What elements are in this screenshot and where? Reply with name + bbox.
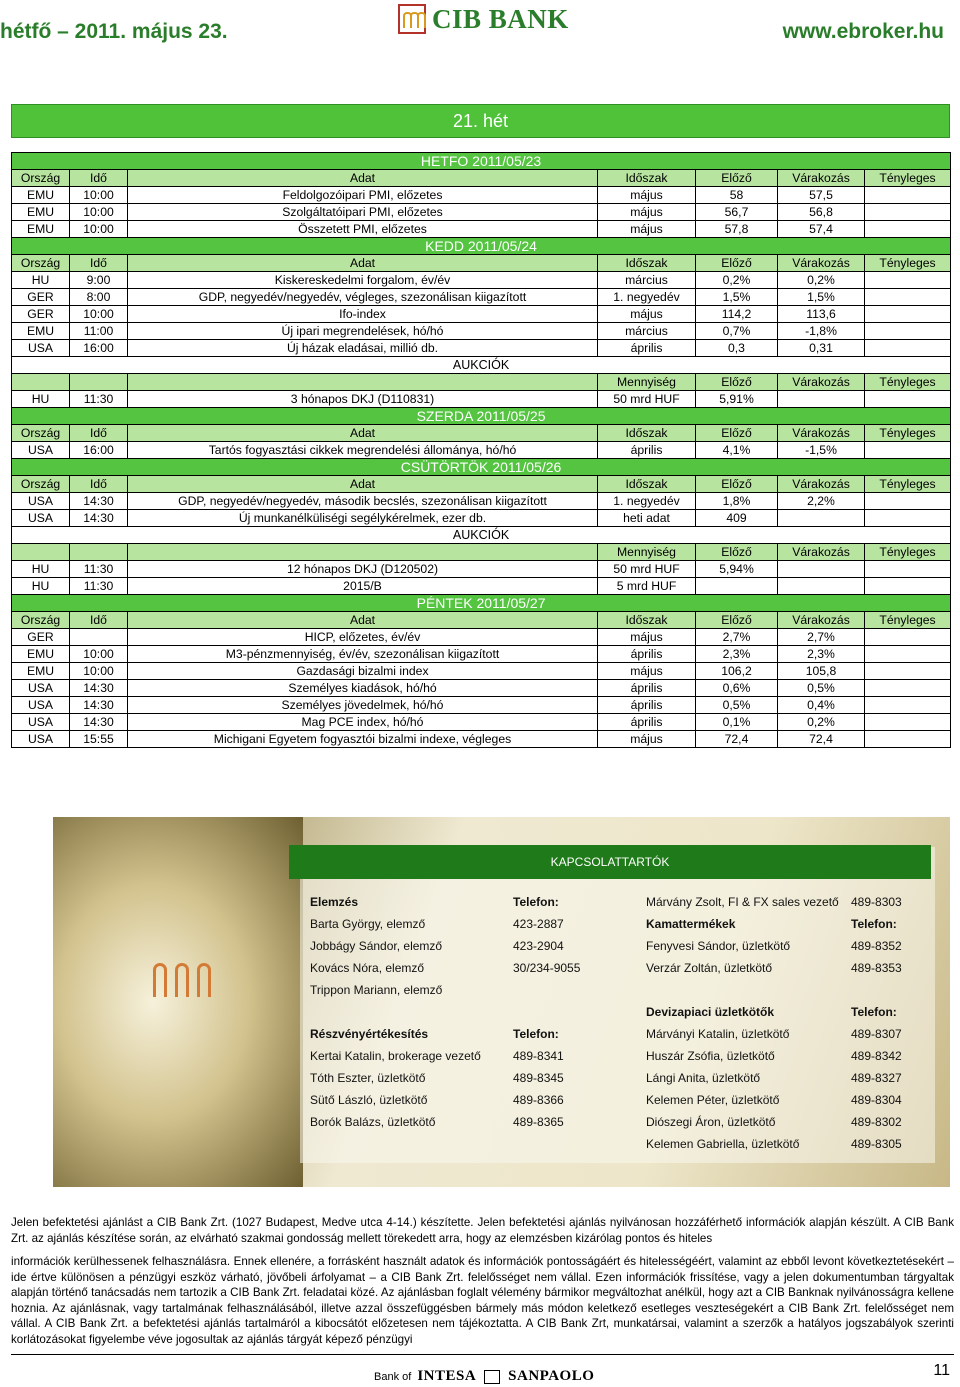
cell: M3-pénzmennyiség, év/év, szezonálisan kiigazított <box>128 646 598 663</box>
contact-phone: Telefon: <box>851 917 897 931</box>
event-row <box>12 680 951 697</box>
col-header-expected: Várakozás <box>778 170 865 187</box>
event-row <box>12 510 951 527</box>
col-header-data: Adat <box>128 476 598 493</box>
cell: 1,8% <box>696 493 778 510</box>
cell <box>778 510 865 527</box>
header-url[interactable]: www.ebroker.hu <box>782 20 944 43</box>
event-row <box>12 323 951 340</box>
cell: Új munkanélküliségi segélykérelmek, ezer db. <box>128 510 598 527</box>
cell: HU <box>12 578 70 595</box>
cell: 0,5% <box>778 680 865 697</box>
cell <box>778 561 865 578</box>
cell: május <box>598 204 696 221</box>
cell: EMU <box>12 187 70 204</box>
cell: Összetett PMI, előzetes <box>128 221 598 238</box>
cell: Személyes jövedelmek, hó/hó <box>128 697 598 714</box>
cell: -1,8% <box>778 323 865 340</box>
contact-name: Elemzés <box>310 895 359 909</box>
event-row <box>12 442 951 459</box>
column-header-row <box>12 476 951 493</box>
cell: 10:00 <box>70 306 128 323</box>
cell: március <box>598 272 696 289</box>
cell: május <box>598 731 696 748</box>
cell: HU <box>12 561 70 578</box>
contact-phone: 489-8366 <box>513 1093 564 1107</box>
sanpaolo-mark-icon <box>484 1370 500 1384</box>
cell: GER <box>12 289 70 306</box>
contact-name: Verzár Zoltán, üzletkötő <box>646 961 773 975</box>
col-header-previous: Előző <box>696 255 778 272</box>
cell: 72,4 <box>778 731 865 748</box>
day-title-row <box>12 153 951 170</box>
col-header-data: Adat <box>128 170 598 187</box>
contact-phone: Telefon: <box>851 1005 897 1019</box>
bank-of-label: Bank of <box>374 1370 412 1383</box>
cell: április <box>598 442 696 459</box>
auction-title: AUKCIÓK <box>12 527 951 544</box>
day-title-row <box>12 595 951 612</box>
cell: 1. negyedév <box>598 493 696 510</box>
cell: 14:30 <box>70 714 128 731</box>
cell: -1,5% <box>778 442 865 459</box>
cell: 114,2 <box>696 306 778 323</box>
contact-phone: 423-2904 <box>513 939 564 953</box>
auction-header-amount: Mennyiség <box>598 544 696 561</box>
cell: 2,2% <box>778 493 865 510</box>
col-header-period: Időszak <box>598 255 696 272</box>
cell: május <box>598 187 696 204</box>
cell: EMU <box>12 204 70 221</box>
week-label: 21. hét <box>11 104 950 138</box>
cell <box>865 714 951 731</box>
cell: 10:00 <box>70 646 128 663</box>
contacts-wall-image <box>53 817 303 1187</box>
auction-row <box>12 578 951 595</box>
contact-phone: 489-8327 <box>851 1071 902 1085</box>
cell: május <box>598 629 696 646</box>
cell: 57,5 <box>778 187 865 204</box>
cell: 58 <box>696 187 778 204</box>
cell: 10:00 <box>70 187 128 204</box>
contact-phone: 489-8302 <box>851 1115 902 1129</box>
contact-phone: Telefon: <box>513 895 559 909</box>
cell <box>865 187 951 204</box>
contact-name: Barta György, elemző <box>310 917 426 931</box>
auction-header-expected: Várakozás <box>778 374 865 391</box>
cell: 11:30 <box>70 391 128 408</box>
cell: 5,91% <box>696 391 778 408</box>
contact-name: Kamattermékek <box>646 917 736 931</box>
col-header-expected: Várakozás <box>778 255 865 272</box>
cell: 10:00 <box>70 221 128 238</box>
cell: USA <box>12 714 70 731</box>
cell <box>865 629 951 646</box>
cell <box>865 323 951 340</box>
event-row <box>12 340 951 357</box>
auction-header-expected: Várakozás <box>778 544 865 561</box>
contact-name: Kelemen Gabriella, üzletkötő <box>646 1137 800 1151</box>
contacts-title: KAPCSOLATTARTÓK <box>289 845 931 879</box>
cell: 0,1% <box>696 714 778 731</box>
col-header-time: Idő <box>70 476 128 493</box>
cell <box>778 578 865 595</box>
cell: 10:00 <box>70 204 128 221</box>
contact-phone: 30/234-9055 <box>513 961 581 975</box>
cell: GDP, negyedév/negyedév, végleges, szezonálisan kiigazított <box>128 289 598 306</box>
contact-phone: 489-8365 <box>513 1115 564 1129</box>
cell: 113,6 <box>778 306 865 323</box>
col-header-period: Időszak <box>598 425 696 442</box>
auction-title-row <box>12 357 951 374</box>
cell: május <box>598 663 696 680</box>
col-header-time: Idő <box>70 425 128 442</box>
col-header-time: Idő <box>70 612 128 629</box>
cell: USA <box>12 493 70 510</box>
event-row <box>12 646 951 663</box>
cell: 0,2% <box>778 272 865 289</box>
contact-name: Kertai Katalin, brokerage vezető <box>310 1049 481 1063</box>
cell: 10:00 <box>70 663 128 680</box>
col-header-data: Adat <box>128 612 598 629</box>
cell <box>865 561 951 578</box>
col-header-country: Ország <box>12 476 70 493</box>
cib-bank-logo <box>398 2 569 36</box>
contact-name: Lángi Anita, üzletkötő <box>646 1071 761 1085</box>
cell: USA <box>12 510 70 527</box>
cell: 14:30 <box>70 697 128 714</box>
cell: 2015/B <box>128 578 598 595</box>
cell: 2,3% <box>696 646 778 663</box>
cell: 0,4% <box>778 697 865 714</box>
cell: 1. negyedév <box>598 289 696 306</box>
cell: EMU <box>12 646 70 663</box>
sanpaolo-label: SANPAOLO <box>508 1368 595 1384</box>
cell: 8:00 <box>70 289 128 306</box>
event-row <box>12 714 951 731</box>
cell: 16:00 <box>70 442 128 459</box>
contact-phone: 489-8304 <box>851 1093 902 1107</box>
cell: 14:30 <box>70 493 128 510</box>
cell: Személyes kiadások, hó/hó <box>128 680 598 697</box>
cell: EMU <box>12 221 70 238</box>
col-header-expected: Várakozás <box>778 612 865 629</box>
cell: 0,7% <box>696 323 778 340</box>
cell: 106,2 <box>696 663 778 680</box>
column-header-row <box>12 170 951 187</box>
cell <box>865 697 951 714</box>
cell: 16:00 <box>70 340 128 357</box>
cell: 409 <box>696 510 778 527</box>
col-header-country: Ország <box>12 425 70 442</box>
cell <box>865 289 951 306</box>
column-header-row <box>12 425 951 442</box>
contact-name: Kelemen Péter, üzletkötő <box>646 1093 780 1107</box>
cell <box>865 578 951 595</box>
cell: 11:30 <box>70 561 128 578</box>
event-row <box>12 493 951 510</box>
cell: április <box>598 646 696 663</box>
col-header-data: Adat <box>128 255 598 272</box>
cell: 0,31 <box>778 340 865 357</box>
event-row <box>12 697 951 714</box>
cell <box>865 731 951 748</box>
cell: Michigani Egyetem fogyasztói bizalmi indexe, végleges <box>128 731 598 748</box>
auction-title: AUKCIÓK <box>12 357 951 374</box>
col-header-previous: Előző <box>696 170 778 187</box>
cell: 2,7% <box>778 629 865 646</box>
cell: USA <box>12 340 70 357</box>
cell: HU <box>12 391 70 408</box>
cell: 105,8 <box>778 663 865 680</box>
cell <box>865 493 951 510</box>
contact-phone: 489-8303 <box>851 895 902 909</box>
cell: USA <box>12 442 70 459</box>
contact-name: Devizapiaci üzletkötők <box>646 1005 775 1019</box>
col-header-country: Ország <box>12 612 70 629</box>
cell <box>865 306 951 323</box>
auction-header-previous: Előző <box>696 544 778 561</box>
col-header-period: Időszak <box>598 476 696 493</box>
event-row <box>12 306 951 323</box>
cell: április <box>598 697 696 714</box>
contact-name: Márvány Zsolt, FI & FX sales vezető <box>646 895 839 909</box>
auction-header-amount: Mennyiség <box>598 374 696 391</box>
cell: 2,7% <box>696 629 778 646</box>
cell: EMU <box>12 323 70 340</box>
contact-name: Kovács Nóra, elemző <box>310 961 425 975</box>
auction-header-actual: Tényleges <box>865 374 951 391</box>
cell: 0,3 <box>696 340 778 357</box>
day-title: HETFO 2011/05/23 <box>12 153 951 170</box>
cell <box>865 272 951 289</box>
cell: 57,4 <box>778 221 865 238</box>
column-header-row <box>12 255 951 272</box>
col-header-data: Adat <box>128 425 598 442</box>
event-row <box>12 272 951 289</box>
cell: 15:55 <box>70 731 128 748</box>
cell <box>865 442 951 459</box>
contact-phone: 423-2887 <box>513 917 564 931</box>
cell <box>865 221 951 238</box>
cell: heti adat <box>598 510 696 527</box>
cell: GER <box>12 629 70 646</box>
event-row <box>12 289 951 306</box>
cell: 0,2% <box>696 272 778 289</box>
cell: 0,6% <box>696 680 778 697</box>
contact-phone: 489-8342 <box>851 1049 902 1063</box>
contact-name: Részvényértékesítés <box>310 1027 429 1041</box>
event-row <box>12 629 951 646</box>
event-row <box>12 221 951 238</box>
day-title: SZERDA 2011/05/25 <box>12 408 951 425</box>
disclaimer <box>11 1215 954 1347</box>
contact-phone: 489-8353 <box>851 961 902 975</box>
cell: Új házak eladásai, millió db. <box>128 340 598 357</box>
auction-header-actual: Tényleges <box>865 544 951 561</box>
cell: HU <box>12 272 70 289</box>
cell: Mag PCE index, hó/hó <box>128 714 598 731</box>
contact-name: Sütő László, üzletkötő <box>310 1093 428 1107</box>
cell: 12 hónapos DKJ (D120502) <box>128 561 598 578</box>
cell <box>865 510 951 527</box>
contact-phone: 489-8307 <box>851 1027 902 1041</box>
cell: 0,5% <box>696 697 778 714</box>
cell <box>865 391 951 408</box>
col-header-actual: Tényleges <box>865 476 951 493</box>
cell: Szolgáltatóipari PMI, előzetes <box>128 204 598 221</box>
cell: 5,94% <box>696 561 778 578</box>
col-header-actual: Tényleges <box>865 255 951 272</box>
cell <box>865 204 951 221</box>
cell: Tartós fogyasztási cikkek megrendelési állománya, hó/hó <box>128 442 598 459</box>
cell: 1,5% <box>778 289 865 306</box>
contact-name: Trippon Mariann, elemző <box>310 983 443 997</box>
day-title: CSÜTÖRTÖK 2011/05/26 <box>12 459 951 476</box>
cell: 9:00 <box>70 272 128 289</box>
contact-name: Jobbágy Sándor, elemző <box>310 939 443 953</box>
cell: 2,3% <box>778 646 865 663</box>
col-header-country: Ország <box>12 170 70 187</box>
col-header-previous: Előző <box>696 425 778 442</box>
event-row <box>12 663 951 680</box>
intesa-label: INTESA <box>417 1368 477 1384</box>
contact-phone: 489-8341 <box>513 1049 564 1063</box>
cell: Új ipari megrendelések, hó/hó <box>128 323 598 340</box>
col-header-previous: Előző <box>696 476 778 493</box>
col-header-country: Ország <box>12 255 70 272</box>
cell <box>865 663 951 680</box>
footer-rule <box>11 1354 954 1355</box>
cell: 5 mrd HUF <box>598 578 696 595</box>
contacts-panel <box>53 817 950 1187</box>
col-header-actual: Tényleges <box>865 612 951 629</box>
cell: 50 mrd HUF <box>598 561 696 578</box>
cell: 14:30 <box>70 510 128 527</box>
contact-name: Fenyvesi Sándor, üzletkötő <box>646 939 791 953</box>
cell: 56,7 <box>696 204 778 221</box>
cell <box>865 340 951 357</box>
contact-name: Huszár Zsófia, üzletkötő <box>646 1049 775 1063</box>
cell: GER <box>12 306 70 323</box>
cell: 11:30 <box>70 578 128 595</box>
cell: április <box>598 714 696 731</box>
contact-name: Tóth Eszter, üzletkötő <box>310 1071 426 1085</box>
cell: Gazdasági bizalmi index <box>128 663 598 680</box>
contact-name: Borók Balázs, üzletkötő <box>310 1115 436 1129</box>
wall-logo-icon <box>153 947 223 997</box>
cell: Ifo-index <box>128 306 598 323</box>
auction-row <box>12 561 951 578</box>
cell: 14:30 <box>70 680 128 697</box>
col-header-expected: Várakozás <box>778 425 865 442</box>
cell: 11:00 <box>70 323 128 340</box>
cell: Kiskereskedelmi forgalom, év/év <box>128 272 598 289</box>
col-header-actual: Tényleges <box>865 425 951 442</box>
event-row <box>12 187 951 204</box>
day-title-row <box>12 238 951 255</box>
contact-phone: 489-8352 <box>851 939 902 953</box>
contact-phone: 489-8345 <box>513 1071 564 1085</box>
disclaimer-paragraph-2: információk kerülhessenek felhasználásra. Ennek ellenére, a forrásként használt adatok és információk pontosságáért és hitelességéért, valamint az ebből levont következtetésekért – ide értve különösen a pénzügyi eszköz várható, jövőbeli árfolyamat – a CIB Bank Zrt. felelősséget nem vállal. Ezen információk frissítése, vagy a jelen dokumentumban tárgyaltak alapján történő tanácsadás nem tartozik a CIB Bank Zrt. feladatai közé. Az ajánlásban foglalt vélemény bármikor megváltozhat anélkül, hogy azt a CIB Banknak nyilvánosságra kellene hoznia. Az ajánlásnak, vagy tartalmának felhasználásából, illetve azzal összefüggésben bármely más módon keletkező esetleges veszteségekért a CIB Bank Zrt. felelősséget nem vállal. A CIB Bank Zrt. a befektetési ajánlás tartalmáról a kibocsátót előzetesen nem tájékoztatta. A CIB Bank Zrt, munkatársai, valamint a szerzők a hatályos jogszabályok szerinti korlátozásokat figyelembe véve jogosultak az ajánlás tárgyát képező pénzügyi <box>11 1255 954 1346</box>
cell <box>865 680 951 697</box>
cell: USA <box>12 697 70 714</box>
cell: USA <box>12 680 70 697</box>
cell: április <box>598 340 696 357</box>
day-title: PÉNTEK 2011/05/27 <box>12 595 951 612</box>
col-header-period: Időszak <box>598 612 696 629</box>
page-number: 11 <box>933 1362 950 1379</box>
col-header-previous: Előző <box>696 612 778 629</box>
day-title: KEDD 2011/05/24 <box>12 238 951 255</box>
cell: 0,2% <box>778 714 865 731</box>
cell: április <box>598 680 696 697</box>
cell <box>865 646 951 663</box>
col-header-expected: Várakozás <box>778 476 865 493</box>
header-date: hétfő – 2011. május 23. <box>0 20 228 43</box>
day-title-row <box>12 459 951 476</box>
auction-header-previous: Előző <box>696 374 778 391</box>
col-header-actual: Tényleges <box>865 170 951 187</box>
cell: 50 mrd HUF <box>598 391 696 408</box>
event-row <box>12 731 951 748</box>
day-title-row <box>12 408 951 425</box>
auction-row <box>12 391 951 408</box>
intesa-sanpaolo-logo <box>374 1368 594 1385</box>
event-row <box>12 204 951 221</box>
col-header-period: Időszak <box>598 170 696 187</box>
cell: március <box>598 323 696 340</box>
cell: 1,5% <box>696 289 778 306</box>
calendar-table <box>11 152 951 748</box>
cell: május <box>598 221 696 238</box>
col-header-time: Idő <box>70 255 128 272</box>
auction-title-row <box>12 527 951 544</box>
page-header <box>0 0 960 62</box>
contact-phone: Telefon: <box>513 1027 559 1041</box>
cell: 4,1% <box>696 442 778 459</box>
cell <box>696 578 778 595</box>
col-header-time: Idő <box>70 170 128 187</box>
cell: május <box>598 306 696 323</box>
cell: EMU <box>12 663 70 680</box>
contact-name: Diószegi Áron, üzletkötő <box>646 1115 776 1129</box>
contact-phone: 489-8305 <box>851 1137 902 1151</box>
column-header-row <box>12 612 951 629</box>
cell: 57,8 <box>696 221 778 238</box>
auction-header-row <box>12 374 951 391</box>
cell: 72,4 <box>696 731 778 748</box>
cell: 56,8 <box>778 204 865 221</box>
cell: HICP, előzetes, év/év <box>128 629 598 646</box>
auction-header-row <box>12 544 951 561</box>
contact-name: Márványi Katalin, üzletkötő <box>646 1027 790 1041</box>
disclaimer-paragraph-1: Jelen befektetési ajánlást a CIB Bank Zrt. (1027 Budapest, Medve utca 4-14.) készítette. Jelen befektetési ajánlás nyilvánosan hozzáférhető információk alapján készült. A CIB Bank Zrt. az ajánlás készítése során, az elvárható szakmai gondosság mellett törekedett arra, hogy az elemzésben kizárólag pontos és hiteles <box>11 1216 954 1245</box>
cell: GDP, negyedév/negyedév, második becslés, szezonálisan kiigazított <box>128 493 598 510</box>
cell: USA <box>12 731 70 748</box>
bank-name: CIB BANK <box>432 3 569 34</box>
cib-logo-mark-icon <box>398 4 426 34</box>
cell <box>70 629 128 646</box>
cell: Feldolgozóipari PMI, előzetes <box>128 187 598 204</box>
cell: 3 hónapos DKJ (D110831) <box>128 391 598 408</box>
cell <box>778 391 865 408</box>
